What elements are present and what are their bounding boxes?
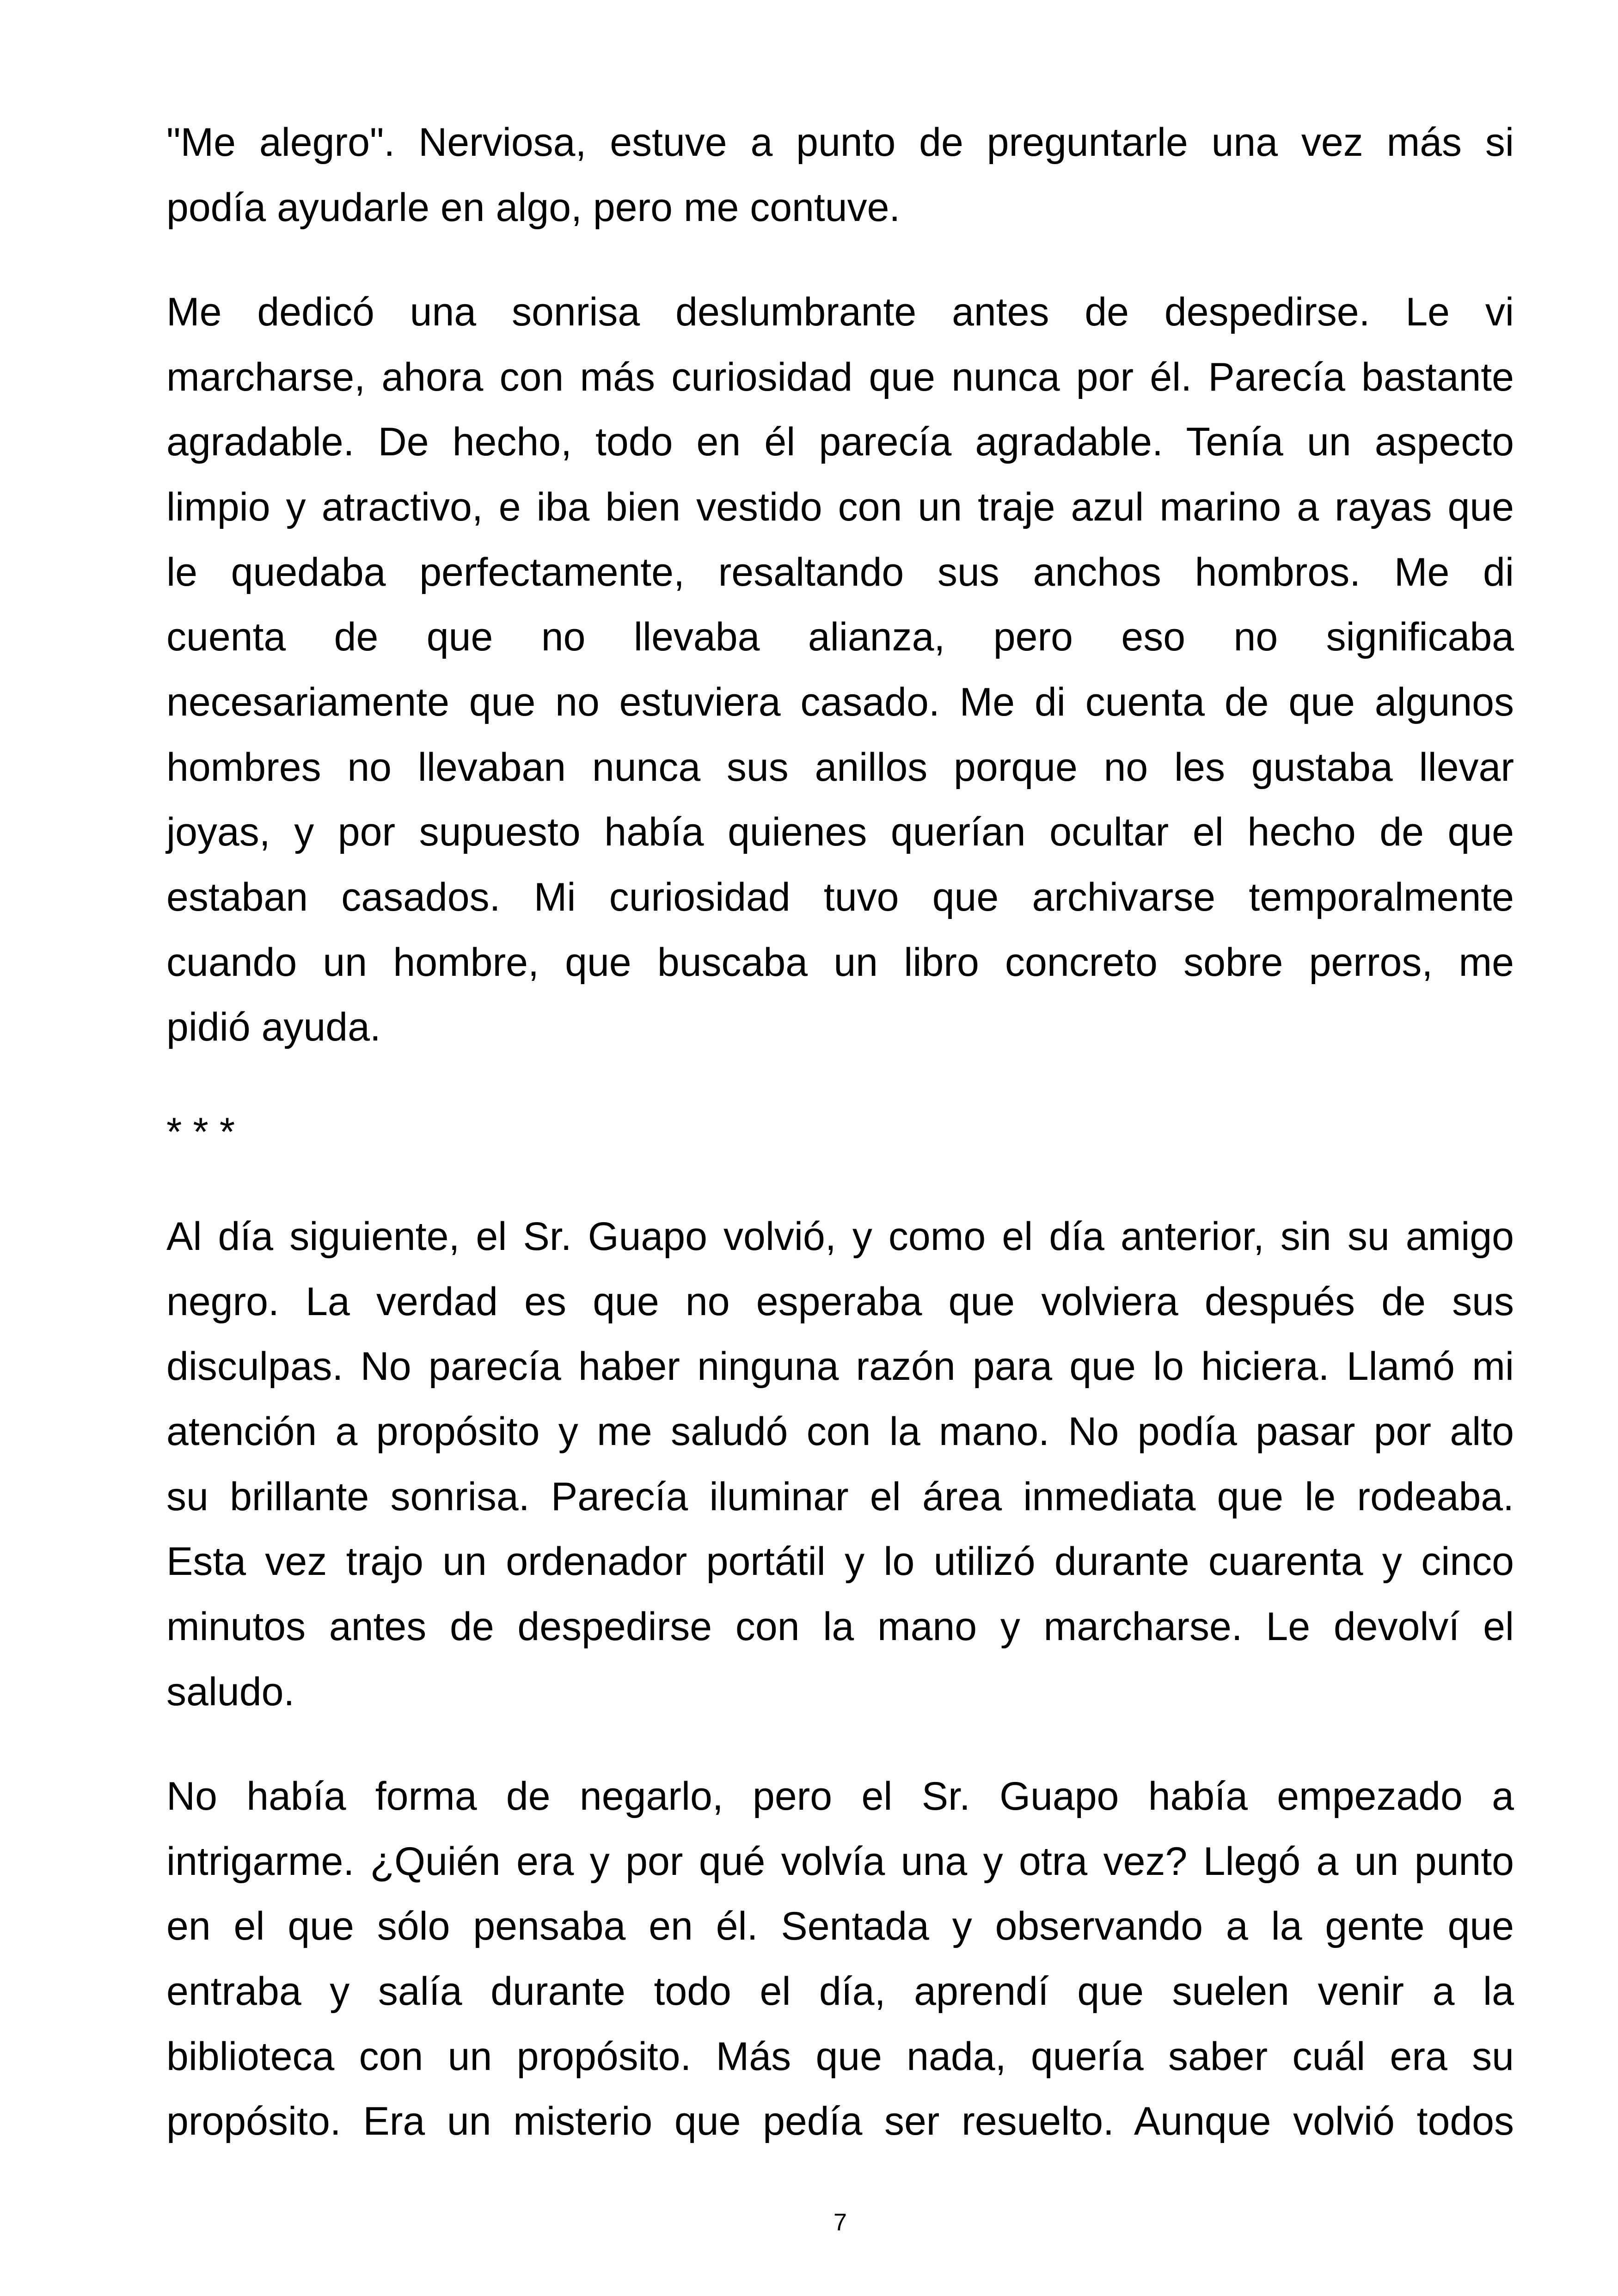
separator-asterisks: * * * [166,1109,235,1154]
page-number: 7 [834,2209,847,2236]
section-separator [166,1100,1514,1165]
text-line: atención a propósito y me saludó con la mano. No podía pasar por alto [166,1409,1514,1454]
text-line: "Me alegro". Nerviosa, estuve a punto de preguntarle una vez más si [166,120,1514,165]
text-line: Esta vez trajo un ordenador portátil y lo utilizó durante cuarenta y cinco [166,1539,1514,1584]
paragraph [166,280,1514,1060]
text-line: podía ayudarle en algo, pero me contuve. [166,185,901,230]
text-line: su brillante sonrisa. Parecía iluminar el área inmediata que le rodeaba. [166,1474,1514,1519]
text-line: joyas, y por supuesto había quienes querían ocultar el hecho de que [166,810,1514,855]
text-line: disculpas. No parecía haber ninguna razón para que lo hiciera. Llamó mi [166,1344,1514,1389]
paragraph [166,1764,1514,2154]
text-line: le quedaba perfectamente, resaltando sus anchos hombros. Me di [166,550,1514,594]
text-line: minutos antes de despedirse con la mano y marcharse. Le devolví el [166,1604,1514,1649]
text-line: pidió ayuda. [166,1005,381,1050]
paragraph [166,110,1514,240]
text-line: estaban casados. Mi curiosidad tuvo que archivarse temporalmente [166,875,1514,920]
body-text [166,110,1514,2154]
paragraph [166,1204,1514,1725]
text-line: cuando un hombre, que buscaba un libro concreto sobre perros, me [166,940,1514,985]
text-line: limpio y atractivo, e iba bien vestido con un traje azul marino a rayas que [166,484,1514,529]
text-line: entraba y salía durante todo el día, aprendí que suelen venir a la [166,1969,1514,2014]
text-line: Al día siguiente, el Sr. Guapo volvió, y como el día anterior, sin su amigo [166,1214,1514,1259]
text-line: Me dedicó una sonrisa deslumbrante antes de despedirse. Le vi [166,289,1514,334]
text-line: marcharse, ahora con más curiosidad que nunca por él. Parecía bastante [166,355,1514,399]
text-line: saludo. [166,1669,295,1714]
text-line: cuenta de que no llevaba alianza, pero eso no significaba [166,615,1514,660]
text-line: intrigarme. ¿Quién era y por qué volvía una y otra vez? Llegó a un punto [166,1839,1514,1884]
text-line: en el que sólo pensaba en él. Sentada y observando a la gente que [166,1904,1514,1949]
text-line: propósito. Era un misterio que pedía ser resuelto. Aunque volvió todos [166,2099,1514,2144]
text-line: agradable. De hecho, todo en él parecía agradable. Tenía un aspecto [166,420,1514,465]
text-line: biblioteca con un propósito. Más que nada, quería saber cuál era su [166,2034,1514,2079]
text-line: negro. La verdad es que no esperaba que volviera después de sus [166,1279,1514,1324]
text-line: hombres no llevaban nunca sus anillos porque no les gustaba llevar [166,745,1514,790]
text-line: No había forma de negarlo, pero el Sr. Guapo había empezado a [166,1774,1514,1818]
text-line: necesariamente que no estuviera casado. Me di cuenta de que algunos [166,680,1514,724]
